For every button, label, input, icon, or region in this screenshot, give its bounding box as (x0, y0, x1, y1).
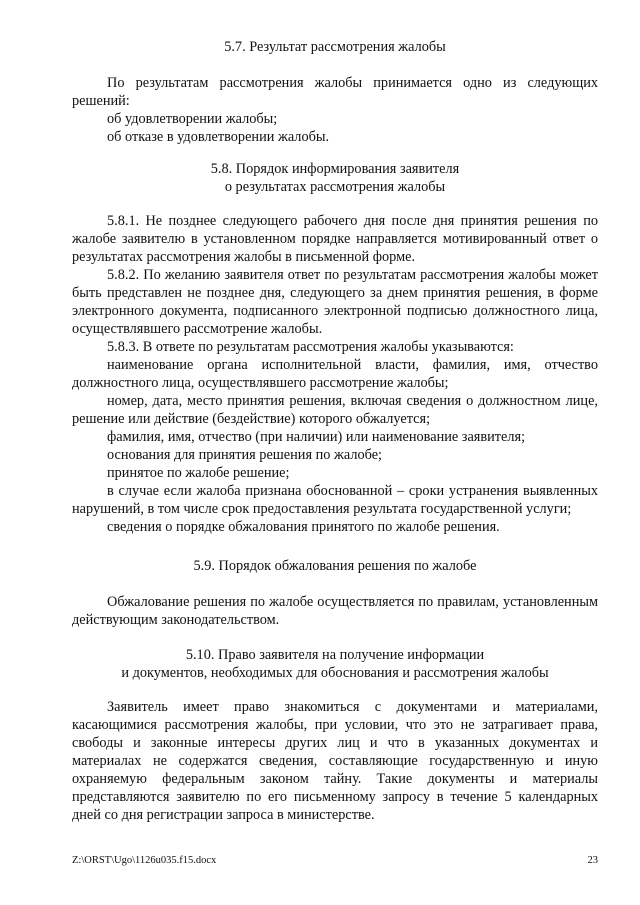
paragraph: 5.8.3. В ответе по результатам рассмотрения жалобы указываются: (107, 339, 514, 355)
list-item: номер, дата, место принятия решения, включая сведения о должностном лице, решение или действие (бездействие) которого обжалуется; (72, 393, 598, 427)
list-item: об удовлетворении жалобы; (107, 111, 278, 127)
heading-line: 5.8. Порядок информирования заявителя (210, 161, 460, 177)
list-item: принятое по жалобе решение; (107, 465, 290, 481)
paragraph: По результатам рассмотрения жалобы принимается одно из следующих решений: (72, 75, 598, 109)
section-5-9-body (72, 593, 598, 629)
paragraph: 5.8.2. По желанию заявителя ответ по результатам рассмотрения жалобы может быть представлен не позднее дня, следующего за днем принятия решения, в форме электронного документа, подписанного электронной подписью должностного лица, осуществлявшего рассмотрение жалобы. (72, 267, 598, 337)
paragraph: 5.8.1. Не позднее следующего рабочего дня после дня принятия решения по жалобе заявителю в установленном порядке направляется мотивированный ответ о результатах рассмотрения жалобы в письменной форме. (72, 213, 598, 265)
page-number: 23 (587, 855, 598, 866)
footer-file-path: Z:\ORST\Ugo\1126u035.f15.docx (72, 855, 217, 866)
section-5-9-heading: 5.9. Порядок обжалования решения по жалобе (193, 558, 477, 574)
section-5-8-body (72, 212, 598, 536)
list-item: наименование органа исполнительной власти, фамилия, имя, отчество должностного лица, осуществлявшего рассмотрение жалобы; (72, 357, 598, 391)
heading-line: 5.10. Право заявителя на получение информации (185, 647, 485, 663)
list-item: основания для принятия решения по жалобе; (107, 447, 383, 463)
list-item: фамилия, имя, отчество (при наличии) или наименование заявителя; (107, 429, 526, 445)
section-5-10-body (72, 698, 598, 824)
paragraph: Обжалование решения по жалобе осуществляется по правилам, установленным действующим законодательством. (72, 594, 598, 628)
list-item: в случае если жалоба признана обоснованной – сроки устранения выявленных нарушений, в том числе срок предоставления результата государственной услуги; (72, 483, 598, 517)
heading-line: о результатах рассмотрения жалобы (224, 179, 446, 195)
paragraph: Заявитель имеет право знакомиться с документами и материалами, касающимися рассмотрения жалобы, при условии, что это не затрагивает права, свободы и законные интересы других лиц и что в указанных документах и материалах не содержатся сведения, составляющие государственную и иную охраняемую федеральным законом тайну. Такие документы и материалы представляются заявителю по его письменному запросу в течение 5 календарных дней со дня регистрации запроса в министерстве. (72, 699, 598, 823)
section-5-8-heading (72, 160, 598, 196)
section-5-7-heading: 5.7. Результат рассмотрения жалобы (224, 39, 446, 55)
section-5-7-body (72, 74, 598, 146)
heading-line: и документов, необходимых для обоснования и рассмотрения жалобы (121, 665, 549, 681)
section-5-10-heading (72, 646, 598, 682)
list-item: об отказе в удовлетворении жалобы. (107, 129, 330, 145)
list-item: сведения о порядке обжалования принятого по жалобе решения. (107, 519, 500, 535)
